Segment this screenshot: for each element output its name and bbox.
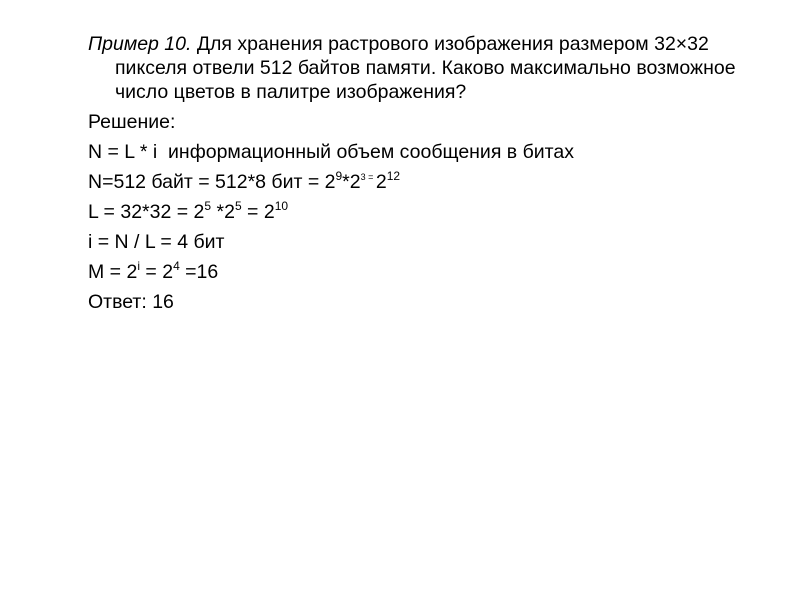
n-calculation-line [88, 170, 768, 194]
n-calc-part: 2 [375, 171, 387, 193]
problem-label: Пример 10. [88, 33, 192, 55]
l-calculation-line [88, 200, 768, 224]
m-calc-exponent: i [137, 258, 140, 273]
l-calc-exponent: 10 [274, 198, 289, 213]
solution-heading: Решение: [88, 111, 176, 133]
i-calculation-line: i = N / L = 4 бит [88, 231, 225, 253]
l-calc-exponent: 5 [234, 198, 242, 213]
n-calc-part: *2 [342, 171, 361, 193]
m-calc-exponent: 4 [173, 258, 180, 273]
formula-n: N = L * i [88, 141, 158, 163]
l-calc-exponent: 5 [204, 198, 212, 213]
l-calc-part: = 2 [241, 201, 275, 223]
n-calc-part: N=512 байт = 512*8 бит = 2 [88, 171, 336, 193]
l-calc-part: L = 32*32 = 2 [88, 201, 205, 223]
m-calc-part: M = 2 [88, 261, 138, 283]
answer-line: Ответ: 16 [88, 291, 174, 313]
l-calc-part: *2 [211, 201, 235, 223]
n-calc-exponent: 3 = [360, 171, 376, 182]
m-calc-part: =16 [179, 261, 219, 283]
formula-n-line [88, 140, 768, 164]
m-calc-part: = 2 [139, 261, 174, 283]
n-calc-exponent: 12 [386, 168, 401, 183]
n-calc-exponent: 9 [335, 168, 343, 183]
problem-statement [88, 32, 768, 104]
problem-text: Для хранения растрового изображения размером 32×32 пикселя отвели 512 байтов памяти. Каково максимально возможное число цветов в палитре изображения? [115, 33, 736, 103]
formula-n-description: информационный объем сообщения в битах [168, 141, 574, 163]
m-calculation-line [88, 260, 768, 284]
slide-content [88, 32, 768, 320]
